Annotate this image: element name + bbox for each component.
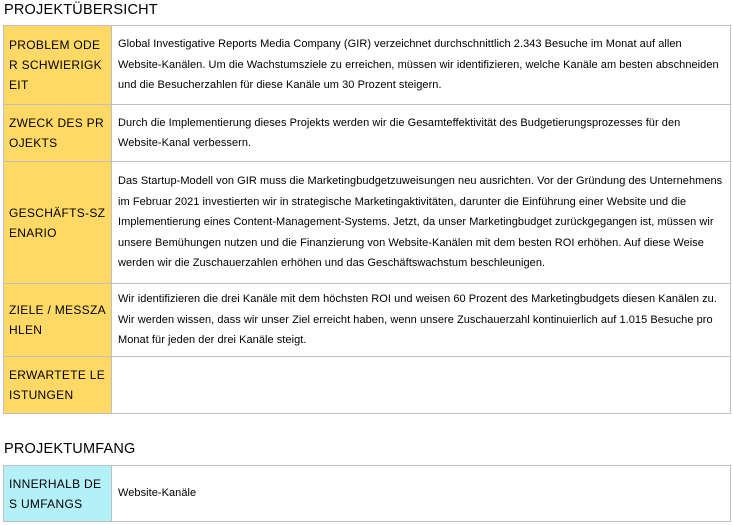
overview-row-goals [4, 284, 731, 357]
row-label-purpose-text: ZWECK DES PROJEKTS [9, 116, 104, 150]
overview-row-purpose [4, 105, 731, 162]
overview-row-problem [4, 26, 731, 105]
row-content-purpose: Durch die Implementierung dieses Projekts werden wir die Gesamteffektivität des Budgetierungsprozesses für den Website-Kanal verbessern. [112, 105, 731, 162]
overview-row-business-case [4, 162, 731, 284]
row-label-problem [4, 26, 112, 105]
overview-row-deliverables [4, 357, 731, 414]
row-label-deliverables [4, 357, 112, 414]
row-content-deliverables [112, 357, 731, 414]
row-content-business-case: Das Startup-Modell von GIR muss die Marketingbudgetzuweisungen neu ausrichten. Vor der Gründung des Unternehmens im Februar 2021 investierten wir in strategische Marketingaktivitäten, darunter die Einführung einer Website und die Implementierung eines Content-Management-Systems. Jetzt, da unser Marketingbudget zurückgegangen ist, müssen wir unsere Bemühungen nutzen und die Finanzierung von Website-Kanälen mit dem besten ROI erhöhen. Auf diese Weise werden wir die Zuschauerzahlen erhöhen und das Geschäftswachstum beschleunigen. [112, 162, 731, 284]
row-label-purpose [4, 105, 112, 162]
row-label-business-case [4, 162, 112, 284]
row-content-goals: Wir identifizieren die drei Kanäle mit dem höchsten ROI und weisen 60 Prozent des Marketingbudgets diesen Kanälen zu. Wir werden wissen, dass wir unser Ziel erreicht haben, wenn unsere Zuschauerzahl kontinuierlich auf 1.015 Besuche pro Monat für jeden der drei Kanäle steigt. [112, 284, 731, 357]
scope-row-in-scope [4, 466, 731, 522]
row-label-problem-text: PROBLEM ODER SCHWIERIGKEIT [9, 38, 102, 92]
scope-table [3, 465, 731, 522]
row-label-business-case-text: GESCHÄFTS-SZENARIO [9, 205, 106, 240]
row-content-problem: Global Investigative Reports Media Company (GIR) verzeichnet durchschnittlich 2.343 Besuche im Monat auf allen Website-Kanälen. Um die Wachstumsziele zu erreichen, müssen wir identifizieren, welche Kanäle am besten abschneiden und die Besucherzahlen für diese Kanäle um 30 Prozent steigern. [112, 26, 731, 105]
row-label-deliverables-text: ERWARTETE LEISTUNGEN [9, 368, 106, 402]
overview-table [3, 25, 731, 414]
row-content-in-scope: Website-Kanäle [112, 466, 731, 522]
row-label-in-scope-text: INNERHALB DES UMFANGS [9, 476, 102, 511]
scope-title: PROJEKTUMFANG [4, 441, 136, 457]
row-label-in-scope [4, 466, 112, 522]
overview-title: PROJEKTÜBERSICHT [4, 2, 158, 18]
row-label-goals [4, 284, 112, 357]
row-label-goals-text: ZIELE / MESSZAHLEN [9, 303, 106, 337]
